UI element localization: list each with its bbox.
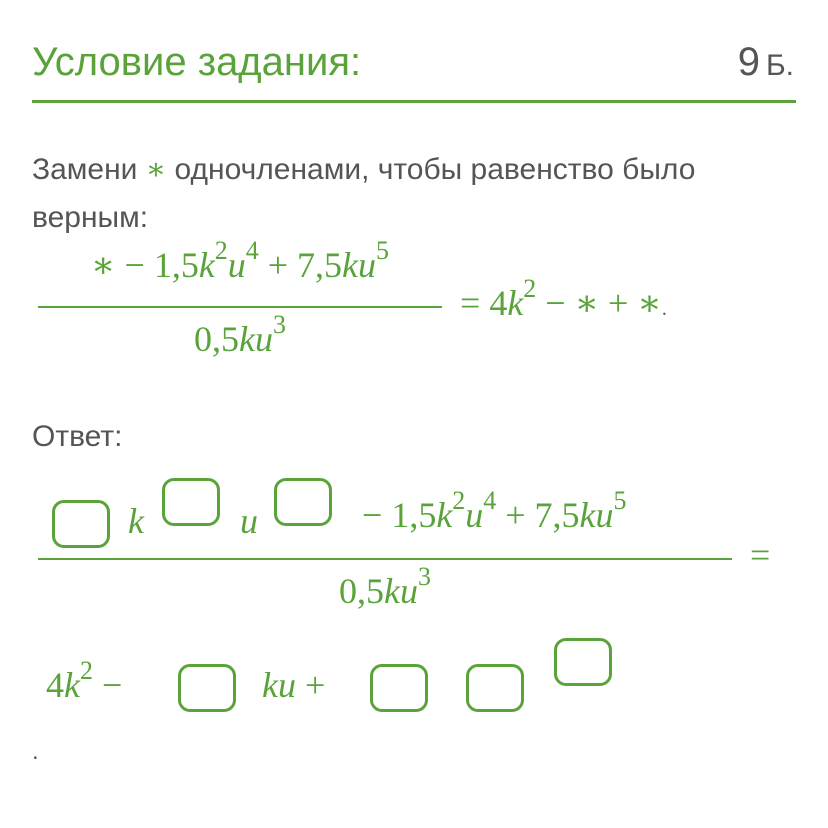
eq-exp2: 4 — [245, 235, 259, 265]
answer-num-coef2: 7,5 — [534, 495, 580, 535]
answer-num-u — [240, 500, 258, 542]
answer-rhs-exp: 2 — [79, 655, 93, 685]
eq-exp1: 2 — [214, 235, 228, 265]
eq-rhs-minus: − — [545, 283, 566, 323]
answer-num-exp1: 2 — [452, 485, 466, 515]
answer-input-last-exponent[interactable] — [554, 638, 612, 686]
equation-fraction-bar — [38, 306, 442, 308]
answer-input-last-coef[interactable] — [370, 664, 428, 712]
answer-num-coef1: 1,5 — [391, 495, 437, 535]
eq-den-var: ku — [239, 319, 274, 359]
eq-coef1: 1,5 — [153, 245, 199, 285]
answer-input-coef[interactable] — [52, 500, 110, 548]
answer-input-k-exponent[interactable] — [162, 478, 220, 526]
task-text-after: одночленами, чтобы равенство было верным: — [32, 153, 696, 234]
answer-rhs-start — [46, 655, 123, 706]
answer-den-coef: 0,5 — [339, 571, 385, 611]
answer-fraction-bar — [38, 558, 732, 560]
eq-rhs-exp: 2 — [523, 273, 537, 303]
eq-var-k: k — [198, 245, 215, 285]
answer-num-exp2: 4 — [483, 485, 497, 515]
answer-rhs-plus: + — [304, 665, 326, 705]
answer-num-exp3: 5 — [613, 485, 627, 515]
eq-minus: − — [124, 245, 145, 285]
answer-rhs-ku: ku — [262, 665, 296, 705]
answer-var-u: u — [240, 501, 258, 541]
answer-den-exp: 3 — [418, 561, 431, 591]
answer-denominator — [38, 561, 732, 612]
eq-den-coef: 0,5 — [194, 319, 240, 359]
eq-den-exp: 3 — [273, 309, 286, 339]
eq-rhs-asterisk2: ∗ — [637, 283, 662, 323]
answer-den-var: ku — [384, 571, 419, 611]
answer-end-dot: . — [32, 738, 39, 765]
answer-num-k — [128, 500, 144, 542]
eq-rhs-coef: 4 — [489, 283, 508, 323]
asterisk-symbol: ∗ — [145, 152, 167, 187]
equation-denominator — [40, 309, 440, 360]
answer-num-plus: + — [505, 495, 526, 535]
answer-equals: = — [750, 535, 771, 575]
eq-plus: + — [267, 245, 289, 285]
answer-rhs-var: k — [64, 665, 80, 705]
eq-equals: = — [460, 283, 481, 323]
eq-rhs-plus: + — [608, 283, 629, 323]
answer-num-var-u: u — [465, 495, 484, 535]
eq-rhs-asterisk1: ∗ — [574, 283, 600, 323]
points-value: 9 — [737, 40, 760, 84]
equation-numerator — [40, 235, 440, 286]
answer-num-rest — [362, 485, 627, 536]
answer-var-k: k — [128, 501, 144, 541]
answer-rhs-minus: − — [101, 665, 123, 705]
equation-rhs — [460, 273, 667, 324]
answer-num-minus: − — [362, 495, 383, 535]
answer-rhs-coef: 4 — [46, 665, 64, 705]
answer-num-var-ku: ku — [579, 495, 614, 535]
task-statement — [32, 146, 772, 242]
header-divider — [32, 100, 796, 103]
points-badge — [738, 40, 794, 85]
eq-end-dot: . — [661, 298, 667, 320]
eq-var-u: u — [227, 245, 246, 285]
answer-label: Ответ: — [32, 420, 123, 453]
answer-input-u-exponent[interactable] — [274, 478, 332, 526]
answer-rhs-mid — [262, 664, 325, 706]
eq-var-ku: ku — [342, 245, 376, 285]
eq-coef2: 7,5 — [297, 245, 343, 285]
task-text-before: Замени — [32, 153, 146, 186]
eq-asterisk: ∗ — [91, 245, 116, 285]
task-header-title: Условие задания: — [32, 40, 362, 84]
eq-rhs-var: k — [507, 283, 524, 323]
answer-input-ku-coef[interactable] — [178, 664, 236, 712]
points-unit: Б. — [765, 49, 794, 82]
eq-exp3: 5 — [376, 235, 389, 265]
answer-input-last-variable[interactable] — [466, 664, 524, 712]
answer-num-var-k: k — [436, 495, 453, 535]
